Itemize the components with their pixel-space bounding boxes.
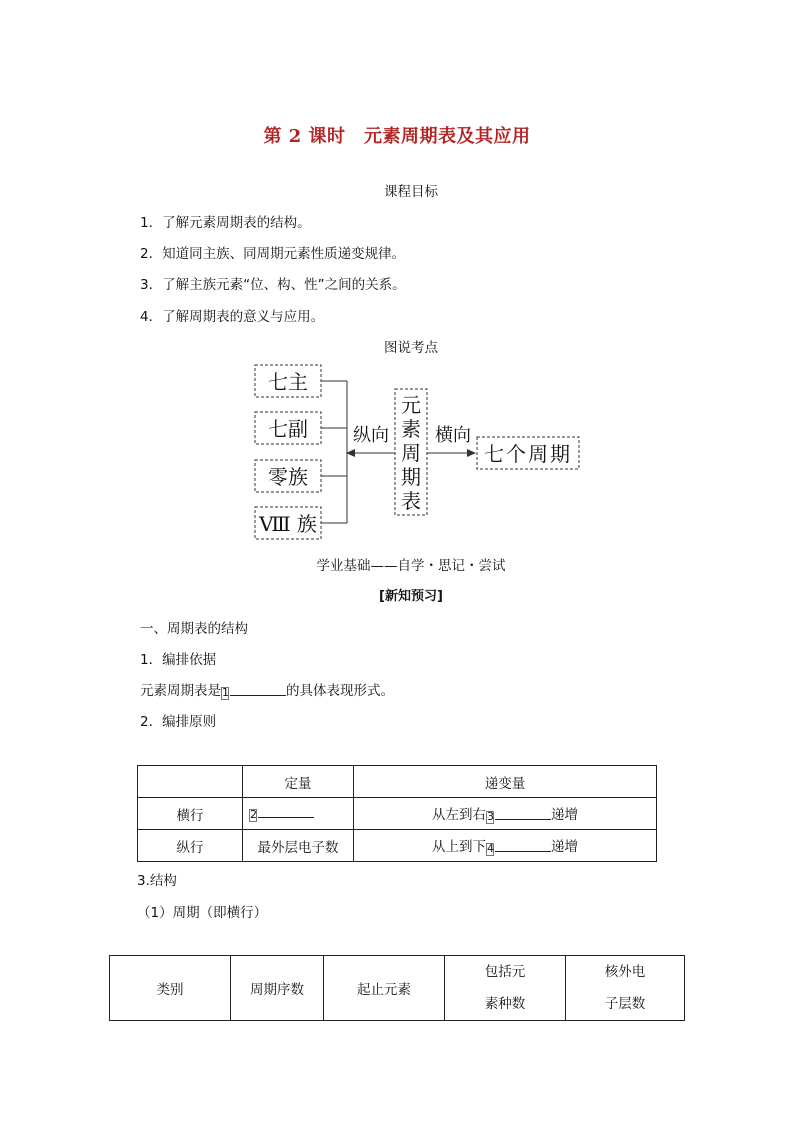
center-char-3: 周 [401,441,421,465]
goal-item-4: 4．了解周期表的意义与应用。 [140,309,325,325]
foundation-heading: 学业基础——自学・思记・尝试 [316,558,506,574]
group-label-2: 七副 [268,417,308,441]
center-char-1: 元 [401,393,421,417]
period-header-elements: 起止元素 [324,956,445,1021]
table-row [138,798,657,830]
sentence-after: 的具体表现形式。 [286,683,394,699]
goal-item-2: 2．知道同主族、同周期元素性质递变规律。 [140,246,406,262]
header-shells-line-2: 子层数 [604,996,646,1012]
goals-heading: 课程目标 [384,184,438,200]
item-3-heading: 3.结构 [137,873,177,889]
horizontal-label: 横向 [435,425,471,446]
answer-marker-2: 2 [250,808,257,821]
basis-sentence [140,679,394,700]
period-table [109,955,685,1021]
fill-blank-3[interactable] [495,807,551,820]
group-label-3: 零族 [268,465,308,489]
change-before: 从左到右 [432,807,486,823]
group-label-4: Ⅷ 族 [259,512,317,536]
preview-subheading: [新知预习] [379,589,443,604]
goal-item-3: 3．了解主族元素“位、构、性”之间的关系。 [140,277,406,293]
header-count-line-2: 素种数 [484,996,526,1012]
diagram-heading: 图说考点 [384,340,438,356]
periodic-table-diagram [0,0,794,560]
item-1-heading: 1．编排依据 [140,652,217,668]
center-char-5: 表 [401,489,421,513]
fill-blank-4[interactable] [495,839,551,852]
page-title: 第 2 课时 元素周期表及其应用 [263,126,531,147]
fixed-cell [243,798,354,830]
table1-header-fixed: 定量 [243,766,354,798]
answer-marker-1: 1 [222,686,229,699]
header-shells-line-1: 核外电 [604,964,646,980]
group-label-1: 七主 [268,370,308,394]
change-before: 从上到下 [432,839,486,855]
sentence-before: 元素周期表是 [140,683,221,699]
table-row [138,830,657,862]
change-after: 递增 [551,839,578,855]
change-cell [354,830,657,862]
fixed-cell: 最外层电子数 [243,830,354,862]
arrangement-table [137,765,657,862]
section-1-heading: 一、周期表的结构 [140,621,248,637]
fill-blank-1[interactable] [230,683,286,696]
period-header-shells [566,956,685,1021]
fill-blank-2[interactable] [258,805,314,818]
period-header-number: 周期序数 [231,956,324,1021]
period-subheading: （1）周期（即横行） [137,905,268,921]
change-after: 递增 [551,807,578,823]
answer-marker-4: 4 [487,842,494,855]
table1-header-blank [138,766,243,798]
period-header-count [445,956,566,1021]
item-2-heading: 2．编排原则 [140,714,217,730]
period-header-category: 类别 [110,956,231,1021]
answer-marker-3: 3 [487,810,494,823]
change-cell [354,798,657,830]
vertical-label: 纵向 [353,425,389,446]
center-char-4: 期 [401,465,421,489]
center-char-2: 素 [401,417,421,441]
goal-item-1: 1．了解元素周期表的结构。 [140,215,311,231]
periods-label: 七个周期 [484,442,572,466]
table1-header-change: 递变量 [354,766,657,798]
header-count-line-1: 包括元 [484,964,526,980]
row-label: 横行 [138,798,243,830]
row-label: 纵行 [138,830,243,862]
